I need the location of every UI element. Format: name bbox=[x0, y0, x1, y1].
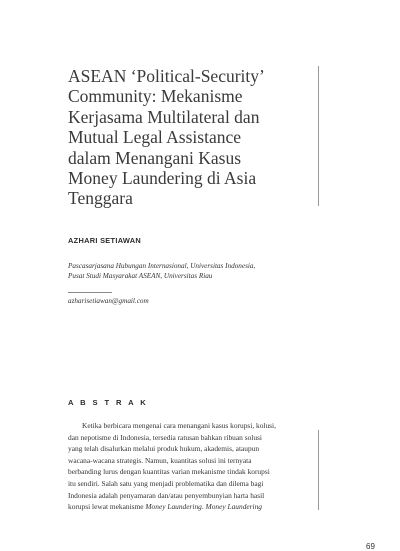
abstract-line: dan nepotisme di Indonesia, tersedia ratusan bahkan ribuan solusi bbox=[68, 432, 262, 442]
abstract-line: wacana-wacana strategis. Namun, kuantitas solusi ini ternyata bbox=[68, 455, 252, 465]
abstract-line-prefix: korupsi lewat mekanisme bbox=[68, 502, 146, 512]
title-line: Money Laundering di Asia bbox=[68, 168, 257, 189]
abstract-line: itu sendiri. Salah satu yang menjadi problematika dan dilema bagi bbox=[68, 478, 264, 488]
paper-title bbox=[68, 66, 318, 209]
abstract-body bbox=[68, 420, 312, 513]
title-line: dalam Menangani Kasus bbox=[68, 147, 242, 168]
author-name: AZHARI SETIAWAN bbox=[68, 236, 142, 245]
page-number: 69 bbox=[366, 542, 375, 551]
abstract-line: Indonesia adalah penyamaran dan/atau penyembunyian harta hasil bbox=[68, 490, 265, 500]
abstract-line-sep: . bbox=[201, 502, 206, 512]
margin-rule-bottom bbox=[318, 430, 319, 510]
margin-rule-top bbox=[318, 66, 319, 206]
title-line: Mutual Legal Assistance bbox=[68, 127, 242, 148]
abstract-heading: A B S T R A K bbox=[68, 398, 149, 407]
abstract-line bbox=[68, 501, 312, 513]
affiliation-line: Pascasarjasana Hubungan Internasional, Universitas Indonesia, bbox=[68, 262, 256, 270]
title-line: Community: Mekanisme bbox=[68, 86, 243, 107]
abstract-term: Money Laundering bbox=[205, 502, 262, 512]
author-affiliation bbox=[68, 262, 318, 281]
title-line: Kerjasama Multilateral dan bbox=[68, 106, 260, 127]
title-line: ASEAN ‘Political-Security’ bbox=[68, 66, 265, 86]
abstract-line: Ketika berbicara mengenai cara menangani kasus korupsi, kolusi, bbox=[82, 421, 276, 430]
divider bbox=[68, 292, 112, 293]
author-email[interactable]: azharisetiawan@gmail.com bbox=[68, 297, 149, 305]
abstract-line: yang telah disalurkan melalui produk hukum, akademis, ataupun bbox=[68, 444, 260, 454]
abstract-term: Money Laundering bbox=[145, 502, 202, 512]
title-line: Tenggara bbox=[68, 188, 133, 209]
abstract-line: berbanding lurus dengan kuantitas varian mekanisme tindak korupsi bbox=[68, 467, 270, 477]
affiliation-line: Pusat Studi Masyarakat ASEAN, Universitas Riau bbox=[68, 271, 213, 280]
